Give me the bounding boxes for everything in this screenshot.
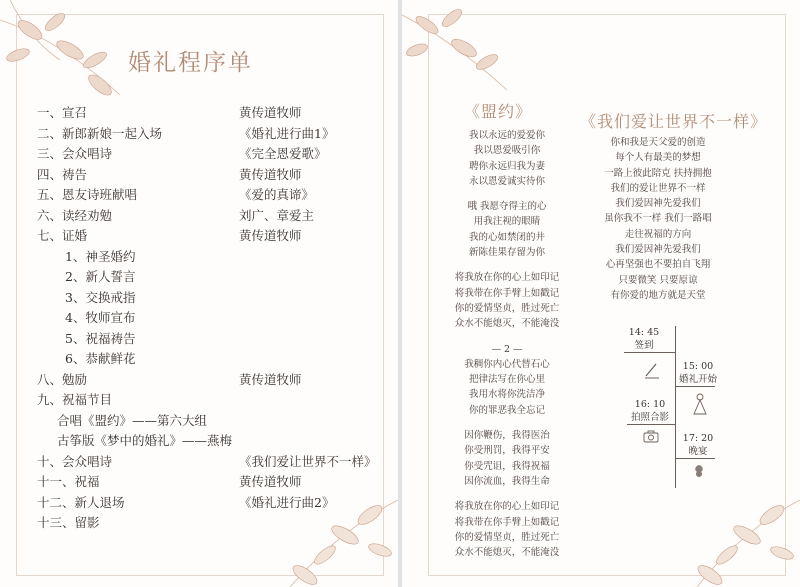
timeline-label: 婚礼开始 xyxy=(678,374,717,385)
program-item-value: 《婚礼进行曲2》 xyxy=(239,494,335,510)
lyric-line: 你的爱情坚贞，胜过死亡 xyxy=(454,531,560,543)
program-item xyxy=(37,431,377,452)
lyric-line: 将我放在你的心上如印记 xyxy=(454,272,560,284)
lyric-line: 我的心如禁闭的井 xyxy=(468,231,545,243)
program-item-label: 二、新郎新娘一起入场 xyxy=(37,125,163,141)
program-item-label: 十三、留影 xyxy=(37,515,100,530)
lyric-line: 有你爱的地方就是天堂 xyxy=(610,289,706,301)
lyric-line: 永以恩爱诚实待你 xyxy=(468,175,545,187)
lyric-line: 你和我是天父爱的创造 xyxy=(610,137,706,148)
lyric-line: 你的罪恶我全忘记 xyxy=(468,404,545,416)
program-item-value: 《我们爱让世界不一样》 xyxy=(239,453,377,469)
program-item xyxy=(37,185,377,206)
timeline-time: 16: 10 xyxy=(634,399,666,410)
program-item-label: 4、牧师宣布 xyxy=(65,310,136,325)
lyric-line: 众水不能熄灭，不能淹没 xyxy=(454,318,560,330)
timeline-time: 15: 00 xyxy=(682,361,714,372)
program-item xyxy=(37,493,377,514)
program-list xyxy=(37,103,377,534)
program-item-label: 七、证婚 xyxy=(37,228,88,243)
lyric-line: 哦 我愿夺得主的心 xyxy=(467,201,547,213)
bride-icon xyxy=(690,392,710,416)
timeline-event-dinner xyxy=(678,432,718,458)
lyric-line: 因你鞭伤，我得医治 xyxy=(464,430,550,442)
timeline-event-signin xyxy=(624,326,664,352)
pen-icon xyxy=(642,360,662,380)
lyric-line: 一路上彼此陪克 扶持拥抱 xyxy=(604,167,712,179)
timeline-time: 14: 45 xyxy=(628,327,660,338)
timeline-tick xyxy=(627,424,675,425)
song-title-world: 《我们爱让世界不一样》 xyxy=(580,112,768,131)
lyric-line: 将我带在你手臂上如戳记 xyxy=(454,516,560,528)
program-item-value: 刘广、章爱主 xyxy=(239,207,315,223)
timeline-label: 晚宴 xyxy=(688,446,708,457)
program-item-label: 一、宣召 xyxy=(37,105,88,120)
program-item-label: 3、交换戒指 xyxy=(65,289,136,305)
program-item-value: 《婚礼进行曲1》 xyxy=(239,125,335,141)
program-item-label: 十、会众唱诗 xyxy=(37,453,113,469)
timeline-tick xyxy=(624,352,675,353)
lyric-line: 我以恩爱吸引你 xyxy=(473,145,541,157)
right-page xyxy=(402,0,800,587)
timeline-event-ceremony xyxy=(678,360,718,386)
camera-icon xyxy=(643,430,659,443)
timeline-tick xyxy=(675,386,715,387)
timeline-label: 签到 xyxy=(634,340,654,351)
leaf-decoration-top-left xyxy=(402,0,512,95)
lyric-line: 把律法写在你心里 xyxy=(468,374,545,386)
lyric-line: 将我带在你手臂上如戳记 xyxy=(454,287,560,299)
program-item xyxy=(37,267,377,288)
program-item-value: 黄传道牧师 xyxy=(239,105,302,120)
lyric-line: 因你流血，我得生命 xyxy=(464,475,550,487)
lyric-line: 我稠你内心代替石心 xyxy=(464,358,550,370)
program-item-value: 《爱的真谛》 xyxy=(239,187,315,202)
program-item-label: 5、祝福祷告 xyxy=(65,330,136,346)
program-item-value: 黄传道牧师 xyxy=(239,474,302,489)
program-item-label: 六、读经劝勉 xyxy=(37,207,113,223)
lyric-line: 你的爱情坚贞，胜过死亡 xyxy=(454,302,560,314)
program-item xyxy=(37,329,377,350)
lyric-line: 聘你永远归我为妻 xyxy=(468,160,545,172)
lyric-line: 我们爱因神先爱我们 xyxy=(615,244,701,256)
lyric-line: 我以永远的爱爱你 xyxy=(468,130,545,141)
program-item xyxy=(37,247,377,268)
lyric-line: 我们的爱让世界不一样 xyxy=(610,182,706,194)
program-item xyxy=(37,103,377,124)
program-item-label: 三、会众唱诗 xyxy=(37,146,113,161)
program-item-label: 四、祷告 xyxy=(37,166,88,182)
program-item-label: 五、恩友诗班献唱 xyxy=(37,187,138,202)
program-item xyxy=(37,411,377,432)
lyric-line: 我用水将你洗洁净 xyxy=(468,389,545,401)
leaf-decoration-top-left xyxy=(0,0,130,100)
program-item-value: 黄传道牧师 xyxy=(239,228,302,243)
program-item xyxy=(37,124,377,145)
lyric-line: 你受刑罚，我得平安 xyxy=(464,445,550,457)
lyric-line: 走往祝福的方向 xyxy=(624,228,692,240)
program-item-label: 九、祝福节目 xyxy=(37,392,113,407)
lyric-line: 你受咒诅，我得祝福 xyxy=(464,460,550,472)
timeline-line xyxy=(675,326,676,488)
program-item-label: 2、新人誓言 xyxy=(65,269,136,284)
program-item xyxy=(37,144,377,165)
program-item-label: 八、勉励 xyxy=(37,371,88,387)
lyric-line: 只要微笑 只要原谅 xyxy=(618,274,698,286)
program-item xyxy=(37,452,377,473)
lyric-line: 众水不能熄灭，不能淹没 xyxy=(454,547,560,559)
left-page xyxy=(0,0,398,587)
program-item xyxy=(37,513,377,534)
timeline-event-photo xyxy=(627,398,673,424)
program-item xyxy=(37,288,377,309)
lyric-line: 每个人有最美的梦想 xyxy=(615,152,701,164)
program-item xyxy=(37,370,377,391)
lyric-line: 用我注视的眼睛 xyxy=(473,216,541,228)
program-item xyxy=(37,349,377,370)
program-item-label: 十一、祝福 xyxy=(37,474,100,489)
lyric-line: — 2 — xyxy=(491,343,523,355)
timeline-tick xyxy=(675,458,715,459)
program-item-value: 《完全恩爱歌》 xyxy=(239,146,327,161)
program-item xyxy=(37,165,377,186)
lyric-line: 新陈佳果存留为你 xyxy=(468,247,545,259)
program-item-label: 1、神圣婚约 xyxy=(65,248,136,264)
leaf-decoration-bottom-right xyxy=(682,475,800,587)
program-item-label: 6、恭献鲜花 xyxy=(65,351,136,366)
timeline-label: 拍照合影 xyxy=(630,412,669,423)
program-item xyxy=(37,472,377,493)
lyric-line: 虽你我不一样 我们一路唱 xyxy=(604,213,712,225)
rose-icon xyxy=(692,463,706,479)
lyrics-mengyue xyxy=(432,128,582,560)
lyric-line: 我们爱因神先爱我们 xyxy=(615,198,701,210)
timeline-time: 17: 20 xyxy=(682,433,714,444)
program-item-label: 古筝版《梦中的婚礼》——燕梅 xyxy=(57,433,233,448)
page-title: 婚礼程序单 xyxy=(128,50,253,76)
program-item xyxy=(37,308,377,329)
lyric-line: 将我放在你的心上如印记 xyxy=(454,501,560,513)
program-item-value: 黄传道牧师 xyxy=(239,371,302,387)
program-item-value: 黄传道牧师 xyxy=(239,166,302,182)
program-item-label: 合唱《盟约》——第六大组 xyxy=(57,412,208,428)
program-item xyxy=(37,226,377,247)
program-item-label: 十二、新人退场 xyxy=(37,494,125,510)
song-title-mengyue: 《盟约》 xyxy=(464,102,533,121)
program-item xyxy=(37,206,377,227)
lyrics-world xyxy=(588,135,728,303)
program-item xyxy=(37,390,377,411)
lyric-line: 心再坚强也不要拍自飞翔 xyxy=(605,259,711,271)
